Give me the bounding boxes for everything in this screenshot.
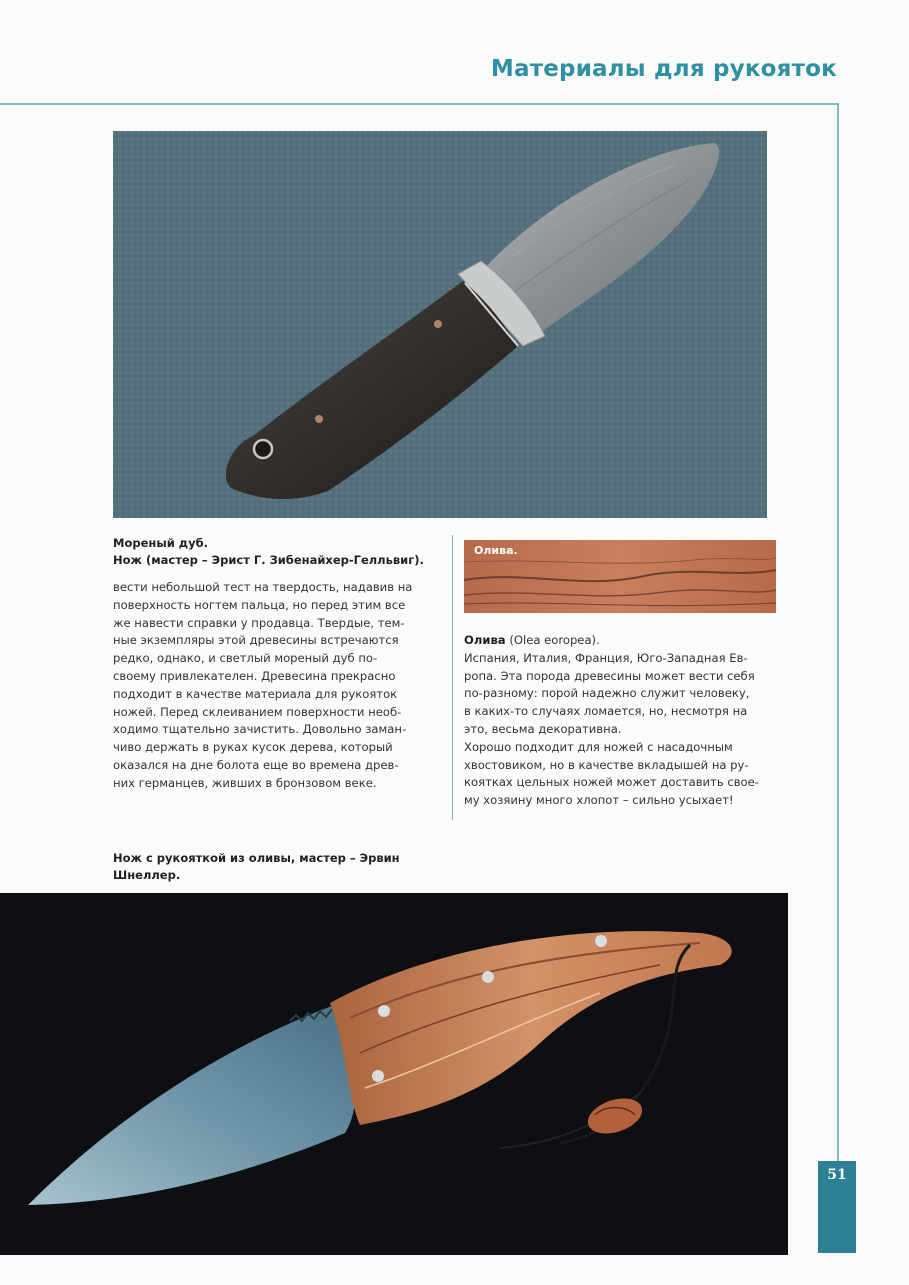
olive-paragraph [464, 632, 790, 810]
page-title: Материалы для рукояток [490, 56, 837, 82]
oak-caption [113, 535, 443, 569]
text-line: подходит в качестве материала для рукояток [113, 686, 398, 701]
text-line: коятках цельных ножей может доставить свое- [464, 775, 759, 790]
text-line: в каких-то случаях ломается, но, несмотря на [464, 704, 748, 719]
text-line: Хорошо подходит для ножей с насадочным [464, 739, 733, 754]
swatch-label: Олива. [474, 544, 518, 557]
margin-divider [837, 103, 839, 1253]
olive-latin: (Olea eoropea). [505, 633, 600, 647]
text-line: них германцев, живших в бронзовом веке. [113, 775, 377, 790]
column-divider [452, 535, 453, 820]
text-line: ные экземпляры этой древесины встречаются [113, 633, 399, 648]
text-line: же навести справки у продавца. Твердые, тем- [113, 615, 405, 630]
text-line: хвостовиком, но в качестве вкладышей на ру- [464, 757, 749, 772]
olive-knife-caption [113, 850, 443, 884]
caption-line: Шнеллер. [113, 868, 181, 882]
text-line: редко, однако, и светлый мореный дуб по- [113, 651, 378, 666]
caption-title: Мореный дуб. [113, 536, 208, 550]
caption-line: Нож с рукояткой из оливы, мастер – Эрвин [113, 851, 400, 865]
text-line: это, весьма декоративна. [464, 721, 622, 736]
text-line: оказался на дне болота еще во времена древ- [113, 757, 399, 772]
text-line: вести небольшой тест на твердость, надавив на [113, 580, 413, 594]
text-line: поверхность ногтем пальца, но перед этим все [113, 597, 406, 612]
oak-paragraph [113, 579, 441, 793]
olive-name: Олива [464, 633, 506, 647]
caption-author: Нож (мастер – Эрист Г. Зибенайхер-Гелльвиг). [113, 553, 424, 567]
page-number: 51 [818, 1161, 856, 1253]
text-line: ропа. Эта порода древесины может вести себя [464, 668, 755, 683]
text-line: по-разному: порой надежно служит человеку, [464, 686, 750, 701]
olive-wood-swatch [464, 540, 776, 613]
text-line: му хозяину много хлопот – сильно усыхает! [464, 793, 734, 808]
text-line: ходимо тщательно зачистить. Довольно заман- [113, 722, 407, 737]
knife-photo-olive [0, 893, 788, 1255]
text-line: ножей. Перед склеиванием поверхности необ- [113, 704, 402, 719]
text-line: чиво держать в руках кусок дерева, который [113, 740, 393, 755]
header-divider [0, 103, 838, 105]
text-line: своему привлекателен. Древесина прекрасно [113, 668, 396, 683]
olive-heading [464, 632, 790, 650]
text-line: Испания, Италия, Франция, Юго-Западная Ев- [464, 650, 748, 665]
knife-photo-oak [113, 131, 767, 518]
